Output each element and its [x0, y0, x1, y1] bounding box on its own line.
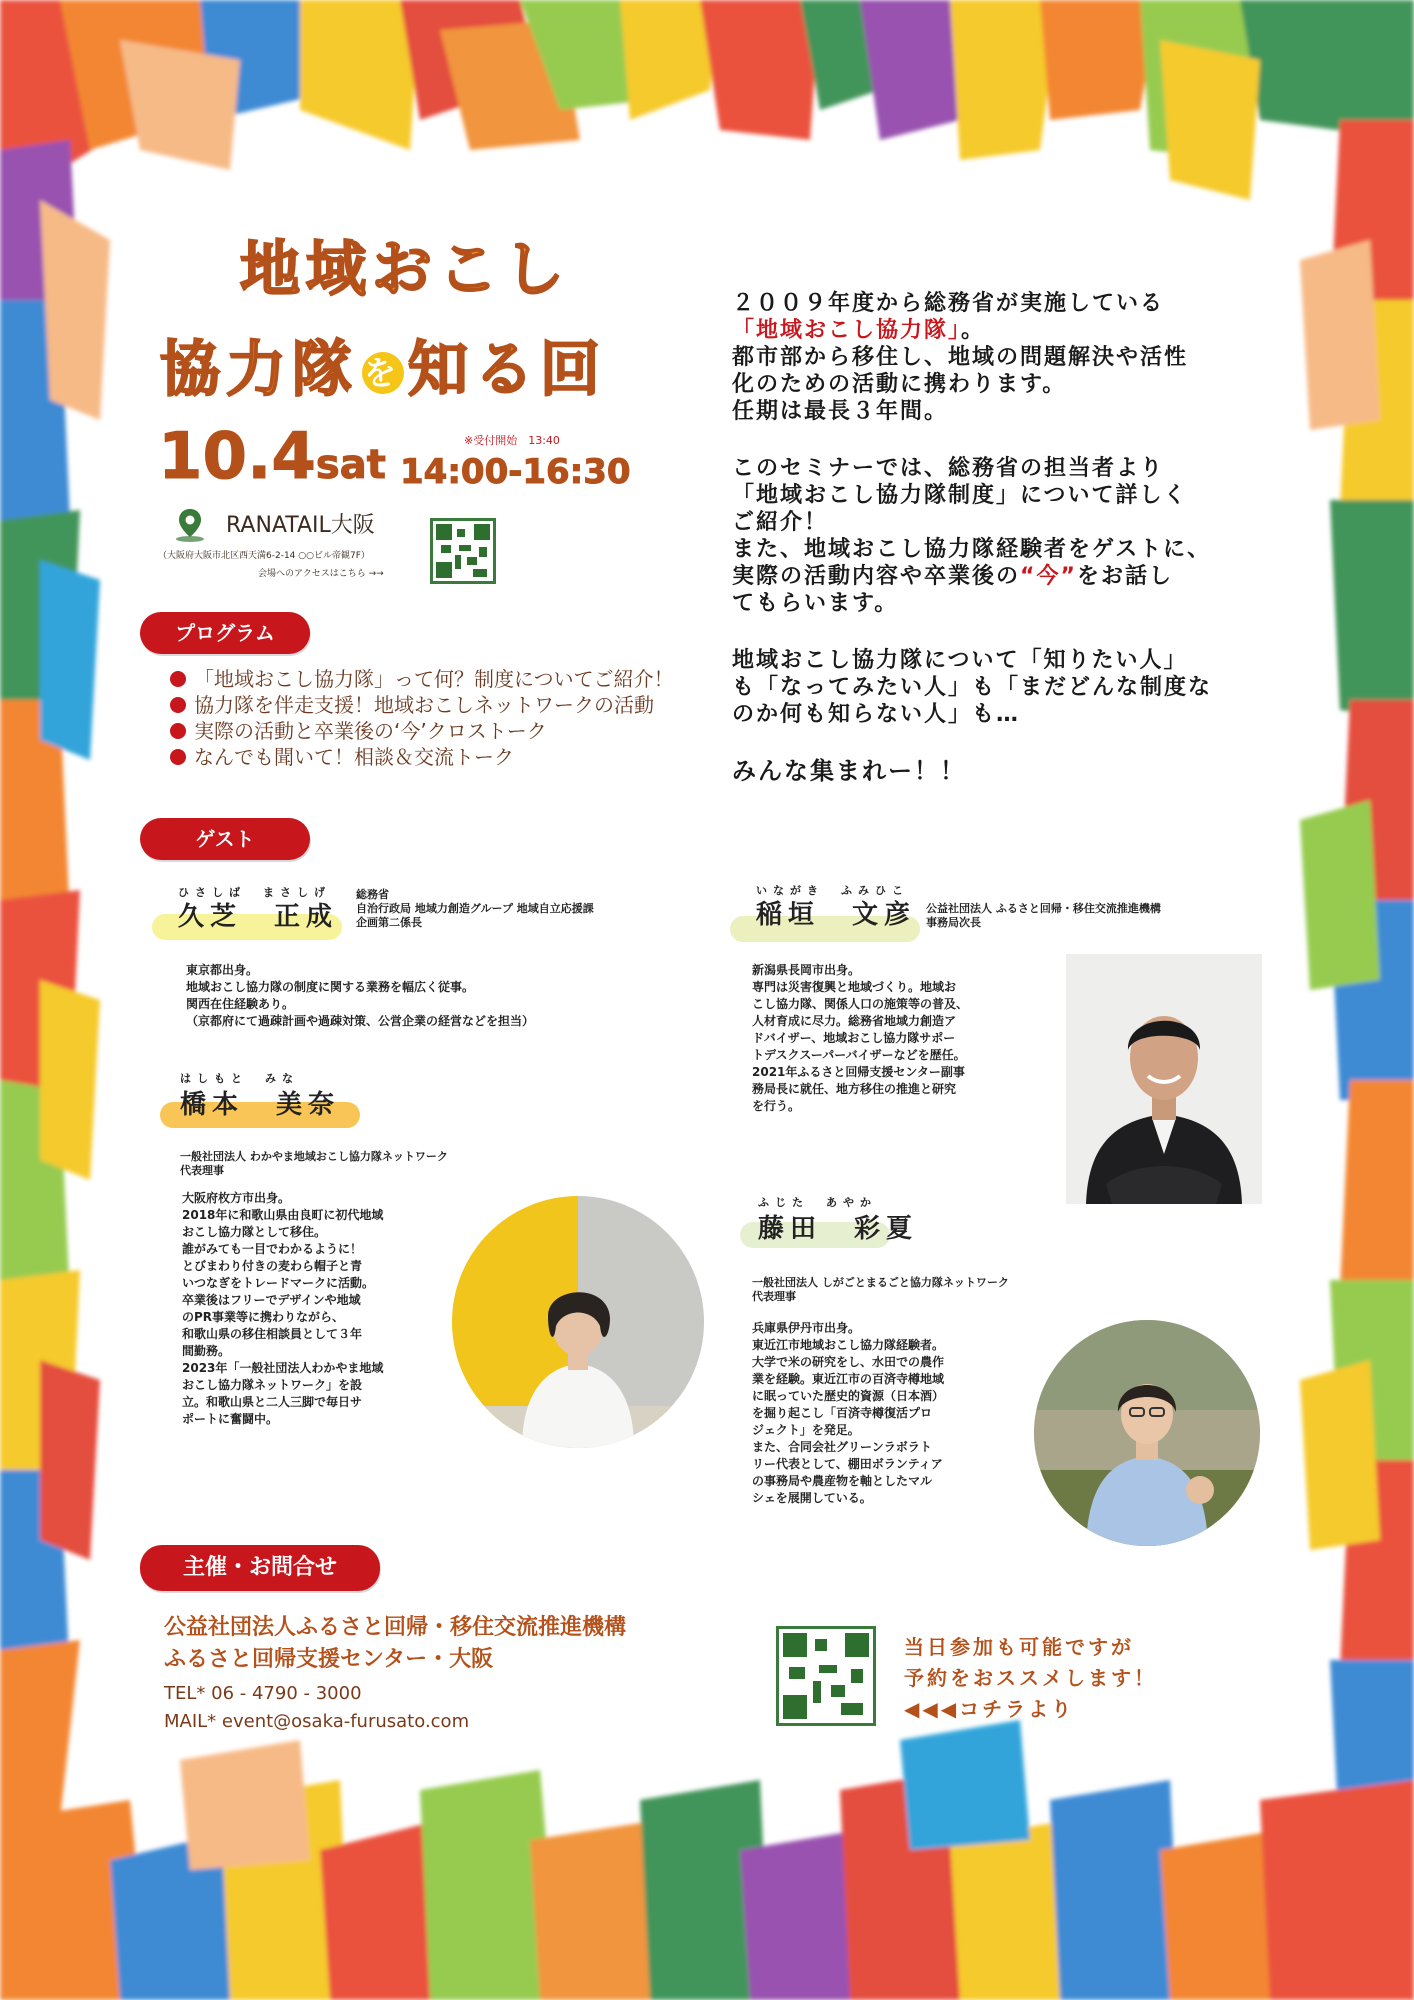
bio-line: に眠っていた歴史的資源（日本酒）	[752, 1389, 945, 1403]
intro-highlight: 「地域おこし協力隊」	[732, 318, 962, 343]
affiliation-line: 事務局次長	[926, 916, 981, 929]
bio-line: リー代表として、棚田ボランティア	[752, 1457, 943, 1471]
program-item	[170, 744, 674, 770]
guest-bio	[186, 962, 686, 1030]
bio-line: 務局長に就任、地方移住の推進と研究	[752, 1082, 957, 1096]
intro-line: をお話し	[1076, 564, 1173, 589]
intro-line: も「なってみたい人」も「まだどんな制度な	[732, 675, 1213, 700]
program-list	[170, 666, 674, 770]
guest-bio	[182, 1190, 452, 1428]
guest-ruby: ひさしば まさしげ	[178, 886, 331, 899]
title-line-2a: 協力隊	[160, 335, 358, 405]
bio-line: 卒業後はフリーでデザインや地域	[182, 1293, 361, 1307]
bio-line: ジェクト」を発足。	[752, 1423, 860, 1437]
guest-name: 藤田 彩夏	[758, 1214, 919, 1244]
bio-line: 地域おこし協力隊の制度に関する業務を幅広く従事。	[186, 980, 475, 994]
bio-line: おこし協力隊ネットワーク」を設	[182, 1378, 363, 1392]
bio-line: いつなぎをトレードマークに活動。	[182, 1276, 375, 1290]
bio-line: （京都府にて過疎計画や過疎対策、公営企業の経営などを担当）	[186, 1014, 535, 1028]
affiliation-line: 代表理事	[180, 1164, 224, 1177]
bio-line: 東近江市地域おこし協力隊経験者。	[752, 1338, 945, 1352]
contact-org-2: ふるさと回帰支援センター・大阪	[164, 1647, 494, 1672]
program-item	[170, 718, 674, 744]
guest-bio	[752, 962, 1052, 1115]
intro-paragraph-2	[732, 455, 1292, 617]
title-line-1: 地域おこし	[240, 235, 570, 305]
bio-line: のPR事業等に携わりながら、	[182, 1310, 345, 1324]
guest-bio	[752, 1320, 1042, 1507]
bio-line: を掘り起こし「百済寺樽復活プロ	[752, 1406, 933, 1420]
title-line-2	[160, 322, 606, 408]
bio-line: の事務局や農産物を軸としたマル	[752, 1474, 933, 1488]
guest-ruby: いながき ふみひこ	[756, 884, 909, 897]
affiliation-line: 公益社団法人 ふるさと回帰・移住交流推進機構	[926, 902, 1161, 915]
venue-qr-code[interactable]	[430, 518, 496, 584]
program-item-text: 協力隊を伴走支援！地域おこしネットワークの活動	[194, 693, 654, 717]
venue-name: RANATAIL大阪	[226, 513, 375, 538]
bio-line: シェを展開している。	[752, 1491, 872, 1505]
intro-line: ２００９年度から総務省が実施している	[732, 291, 1165, 316]
title-line-2b: 知る回	[408, 335, 606, 405]
intro-paragraph-1	[732, 290, 1292, 425]
intro-line: 任期は最長３年間。	[732, 399, 949, 424]
map-pin-icon	[170, 505, 210, 545]
intro-line: 地域おこし協力隊について「知りたい人」	[732, 648, 1188, 673]
guest-photo-hashimoto	[452, 1196, 704, 1448]
qr-code-icon[interactable]	[776, 1626, 876, 1726]
cta-line: 当日参加も可能ですが	[904, 1635, 1134, 1659]
program-item-text: 実際の活動と卒業後の‘今’クロストーク	[194, 719, 547, 743]
guest-affiliation	[180, 1150, 560, 1178]
program-item-text: なんでも聞いて！相談＆交流トーク	[194, 745, 514, 769]
title-connector: を	[363, 354, 402, 393]
cta-text	[904, 1632, 1157, 1725]
guest-name: 橋本 美奈	[180, 1090, 341, 1120]
event-weekday: sat	[315, 442, 386, 488]
bio-line: おこし協力隊として移住。	[182, 1225, 327, 1239]
event-time: 14:00-16:30	[400, 452, 631, 492]
venue-access-link[interactable]: 会場へのアクセスはこちら →→	[258, 569, 384, 579]
bio-line: 和歌山県の移住相談員として３年	[182, 1327, 363, 1341]
program-item-text: 「地域おこし協力隊」って何？制度についてご紹介！	[194, 667, 674, 691]
cta-line: 予約をおススメします！	[904, 1666, 1157, 1690]
bio-line: 業を経験。東近江市の百済寺樽地域	[752, 1372, 945, 1386]
intro-line: 実際の活動内容や卒業後の	[732, 564, 1021, 589]
affiliation-line: 企画第二係長	[356, 916, 422, 929]
bio-line: 人材育成に尽力。総務省地域力創造ア	[752, 1014, 957, 1028]
intro-line: 都市部から移住し、地域の問題解決や活性	[732, 345, 1189, 370]
affiliation-line: 一般社団法人 わかやま地域おこし協力隊ネットワーク	[180, 1150, 448, 1163]
bio-line: 専門は災害復興と地域づくり。地域お	[752, 980, 957, 994]
bio-line: 誰がみても一目でわかるように！	[182, 1242, 363, 1256]
bio-line: 東京都出身。	[186, 963, 259, 977]
intro-line: このセミナーでは、総務省の担当者より	[732, 456, 1165, 481]
guest-ruby: はしもと みな	[180, 1072, 299, 1085]
bio-line: とびまわり付きの麦わら帽子と青	[182, 1259, 363, 1273]
bullet-dot-icon	[170, 697, 186, 713]
guests-label: ゲスト	[140, 818, 310, 860]
reception-note: ※受付開始 13:40	[464, 434, 560, 447]
intro-line: のか何も知らない人」も…	[732, 702, 1021, 727]
event-date-number: 10.4	[158, 420, 316, 494]
intro-paragraph-3	[732, 647, 1292, 728]
bio-line: トデスクスーパーバイザーなどを歴任。	[752, 1048, 966, 1062]
intro-line: てもらいます。	[732, 591, 899, 616]
affiliation-line: 一般社団法人 しがごとまるごと協力隊ネットワーク	[752, 1276, 1009, 1289]
bio-line: 2023年「一般社団法人わかやま地域	[182, 1361, 384, 1375]
intro-line: 「地域おこし協力隊制度」について詳しく	[732, 483, 1188, 508]
program-label: プログラム	[140, 612, 310, 654]
guest-photo-fujita	[1034, 1320, 1260, 1546]
guest-affiliation	[752, 1276, 1132, 1304]
intro-text	[732, 290, 1292, 815]
bio-line: 兵庫県伊丹市出身。	[752, 1321, 861, 1335]
intro-highlight: “今”	[1020, 564, 1077, 589]
bio-line: 間勤務。	[182, 1344, 231, 1358]
bio-line: 新潟県長岡市出身。	[752, 963, 861, 977]
guest-name: 稲垣 文彦	[756, 900, 917, 930]
venue-address: （大阪府大阪市北区西天満6-2-14 ○○ビル帝観7F）	[158, 551, 370, 561]
affiliation-line: 代表理事	[752, 1290, 796, 1303]
guest-name: 久芝 正成	[178, 902, 339, 932]
bullet-dot-icon	[170, 671, 186, 687]
contact-mail[interactable]: MAIL* event@osaka-furusato.com	[164, 1711, 470, 1732]
bullet-dot-icon	[170, 749, 186, 765]
intro-closing: みんな集まれー！！	[732, 757, 966, 785]
event-date	[158, 420, 386, 494]
bio-line: こし協力隊、関係人口の施策等の普及、	[752, 997, 969, 1011]
bio-line: 2021年ふるさと回帰支援センター副事	[752, 1065, 965, 1079]
bio-line: を行う。	[752, 1099, 801, 1113]
affiliation-line: 自治行政局 地域力創造グループ 地域自立応援課	[356, 902, 594, 915]
affiliation-line: 総務省	[356, 888, 389, 901]
bio-line: ドバイザー、地域おこし協力隊サポー	[752, 1031, 956, 1045]
program-item	[170, 666, 674, 692]
bio-line: 2018年に和歌山県由良町に初代地域	[182, 1208, 384, 1222]
cta-line: ◀◀◀コチラより	[904, 1697, 1075, 1721]
contact-label: 主催・お問合せ	[140, 1545, 380, 1591]
contact-org-1: 公益社団法人ふるさと回帰・移住交流推進機構	[164, 1615, 627, 1640]
guest-affiliation	[356, 888, 696, 930]
bullet-dot-icon	[170, 723, 186, 739]
guest-ruby: ふじた あやか	[758, 1196, 877, 1209]
bio-line: 関西在住経験あり。	[186, 997, 295, 1011]
bio-line: ポートに奮闘中。	[182, 1412, 279, 1426]
guest-photo-inagaki	[1066, 954, 1262, 1204]
guest-affiliation	[926, 902, 1226, 930]
bio-line: 大学で米の研究をし、水田での農作	[752, 1355, 945, 1369]
bio-line: 大阪府枚方市出身。	[182, 1191, 291, 1205]
bio-line: 立。和歌山県と二人三脚で毎日サ	[182, 1395, 363, 1409]
intro-line: また、地域おこし協力隊経験者をゲストに、	[732, 537, 1212, 562]
intro-line: 化のための活動に携わります。	[732, 372, 1067, 397]
intro-line: 。	[961, 318, 986, 343]
contact-tel[interactable]: TEL* 06 - 4790 - 3000	[164, 1683, 362, 1704]
program-item	[170, 692, 674, 718]
bio-line: また、合同会社グリーンラボラト	[752, 1440, 932, 1454]
intro-line: ご紹介！	[732, 510, 829, 535]
